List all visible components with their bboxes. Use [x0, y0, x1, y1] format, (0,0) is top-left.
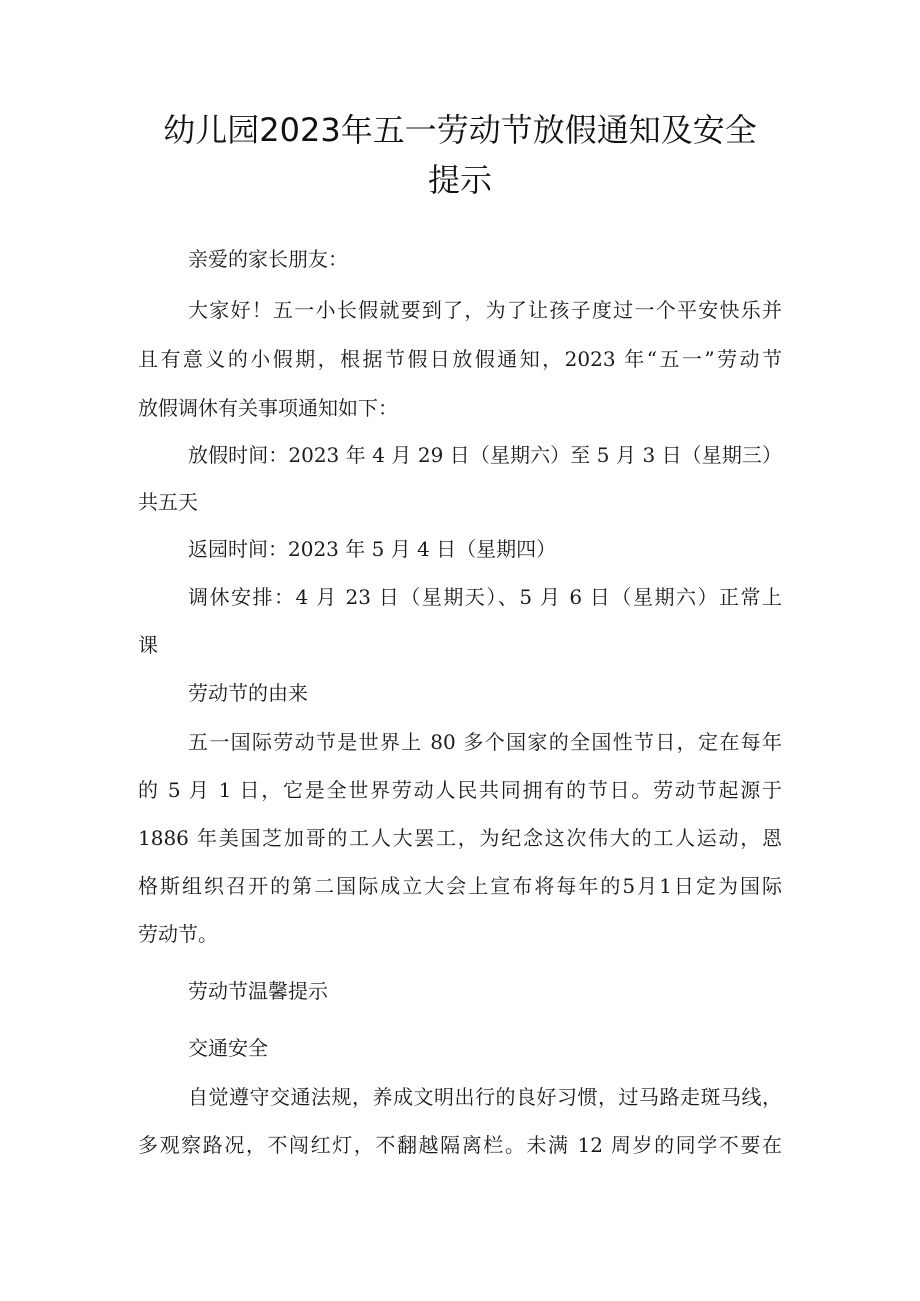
intro-paragraph-line: 大家好！五一小长假就要到了，为了让孩子度过一个平安快乐并	[188, 298, 782, 322]
origin-paragraph-line: 的 5 月 1 日，它是全世界劳动人民共同拥有的节日。劳动节起源于	[138, 778, 782, 802]
section-heading-origin: 劳动节的由来	[188, 681, 308, 705]
origin-paragraph-line: 1886 年美国芝加哥的工人大罢工，为纪念这次伟大的工人运动，恩	[138, 826, 782, 850]
origin-paragraph-line: 劳动节。	[138, 922, 218, 946]
intro-paragraph-line: 放假调休有关事项通知如下：	[138, 396, 398, 420]
section-heading-tips: 劳动节温馨提示	[188, 979, 328, 1003]
traffic-paragraph-line: 多观察路况，不闯红灯，不翻越隔离栏。未满 12 周岁的同学不要在	[138, 1133, 782, 1157]
return-time-line: 返园时间：2023 年 5 月 4 日（星期四）	[188, 537, 557, 561]
section-heading-traffic-safety: 交通安全	[188, 1036, 268, 1060]
greeting: 亲爱的家长朋友：	[188, 247, 348, 271]
origin-paragraph-line: 格斯组织召开的第二国际成立大会上宣布将每年的5月1日定为国际	[138, 874, 782, 898]
intro-paragraph-line: 且有意义的小假期，根据节假日放假通知，2023 年“五一”劳动节	[138, 347, 782, 371]
origin-paragraph-line: 五一国际劳动节是世界上 80 多个国家的全国性节日，定在每年	[188, 730, 782, 754]
traffic-paragraph-line: 自觉遵守交通法规，养成文明出行的良好习惯，过马路走斑马线，	[188, 1085, 782, 1109]
document-title-continued: 提示	[427, 161, 492, 199]
holiday-time-line: 共五天	[138, 490, 198, 514]
adjusted-schedule-line: 调休安排：4 月 23 日（星期天）、5 月 6 日（星期六）正常上	[188, 585, 782, 609]
holiday-time-line: 放假时间：2023 年 4 月 29 日（星期六）至 5 月 3 日（星期三）	[188, 443, 782, 467]
adjusted-schedule-line: 课	[138, 633, 158, 657]
document-title: 幼儿园2023年五一劳动节放假通知及安全	[163, 111, 757, 149]
